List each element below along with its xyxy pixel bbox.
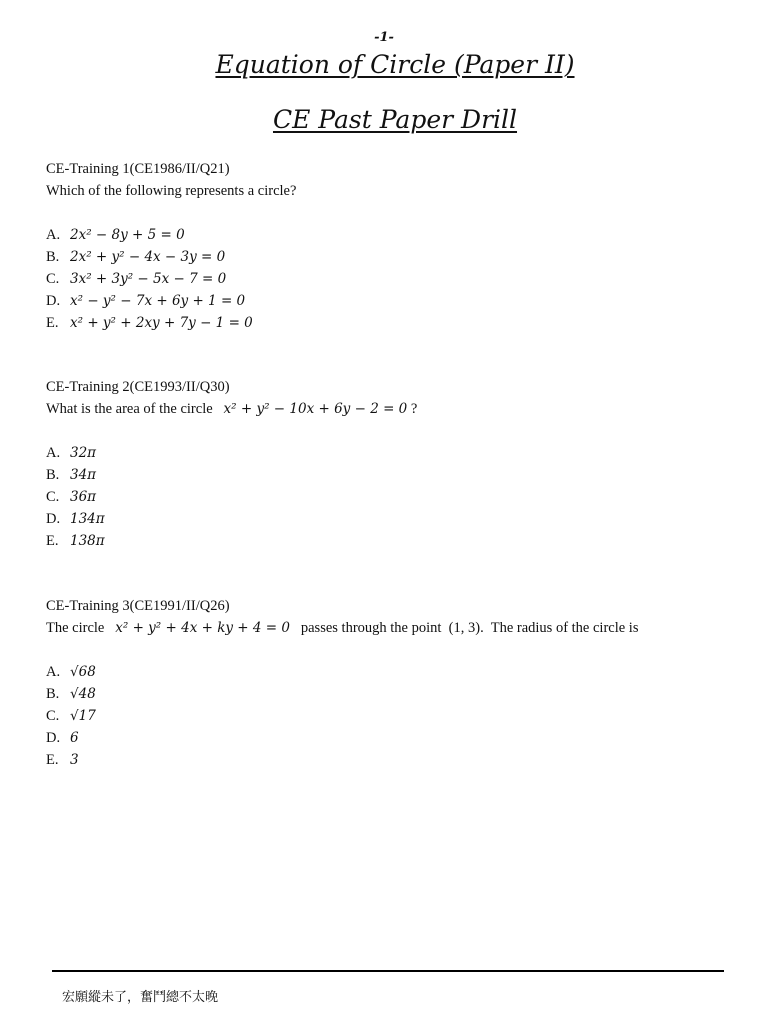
option bbox=[46, 442, 417, 464]
footer-motto: 宏願縱未了，奮鬥總不太晚 bbox=[62, 990, 219, 1005]
question-3-point: (1, 3). bbox=[448, 620, 484, 636]
option bbox=[46, 312, 296, 334]
question-1-options bbox=[46, 224, 296, 334]
option-letter: A. bbox=[46, 227, 61, 243]
question-2-prefix: What is the area of the circle bbox=[46, 401, 213, 417]
option-letter: A. bbox=[46, 664, 61, 680]
question-1-heading: CE-Training 1(CE1986/II/Q21) bbox=[46, 161, 230, 177]
option-letter: D. bbox=[46, 730, 61, 746]
option bbox=[46, 683, 638, 705]
question-2-suffix: ? bbox=[410, 401, 418, 417]
option bbox=[46, 705, 638, 727]
question-2-options bbox=[46, 442, 417, 552]
option bbox=[46, 749, 638, 771]
question-3-heading: CE-Training 3(CE1991/II/Q26) bbox=[46, 598, 230, 614]
option bbox=[46, 290, 296, 312]
option bbox=[46, 486, 417, 508]
question-3 bbox=[46, 595, 638, 771]
footer-divider bbox=[52, 970, 724, 972]
option-letter: E. bbox=[46, 752, 59, 768]
option-letter: B. bbox=[46, 686, 60, 702]
option bbox=[46, 224, 296, 246]
question-1 bbox=[46, 158, 296, 334]
option-letter: E. bbox=[46, 315, 59, 331]
option bbox=[46, 661, 638, 683]
option bbox=[46, 530, 417, 552]
option-text: 3x² + 3y² − 5x − 7 = 0 bbox=[70, 271, 227, 287]
page-number: -1- bbox=[374, 30, 394, 45]
option-text: 2x² + y² − 4x − 3y = 0 bbox=[70, 249, 226, 265]
option-text: 134π bbox=[70, 511, 105, 527]
question-3-equation: x² + y² + 4x + ky + 4 = 0 bbox=[115, 620, 290, 636]
option-letter: D. bbox=[46, 293, 61, 309]
question-2-text bbox=[46, 398, 417, 420]
option-text: 138π bbox=[70, 533, 105, 549]
page-title: Equation of Circle (Paper II) bbox=[215, 50, 575, 79]
option-letter: B. bbox=[46, 249, 60, 265]
question-2-heading: CE-Training 2(CE1993/II/Q30) bbox=[46, 379, 230, 395]
option bbox=[46, 508, 417, 530]
option bbox=[46, 464, 417, 486]
option bbox=[46, 246, 296, 268]
question-3-suffix: The radius of the circle is bbox=[490, 620, 639, 636]
question-3-prefix: The circle bbox=[46, 620, 105, 636]
question-3-options bbox=[46, 661, 638, 771]
option-letter: A. bbox=[46, 445, 61, 461]
option-letter: B. bbox=[46, 467, 60, 483]
option-text: 32π bbox=[70, 445, 97, 461]
question-1-text: Which of the following represents a circle? bbox=[46, 183, 297, 199]
option-text: 36π bbox=[70, 489, 97, 505]
option-text: x² + y² + 2xy + 7y − 1 = 0 bbox=[70, 315, 253, 331]
option-text: √48 bbox=[70, 686, 96, 702]
page-subtitle: CE Past Paper Drill bbox=[272, 105, 518, 134]
option-letter: C. bbox=[46, 708, 60, 724]
option-letter: E. bbox=[46, 533, 59, 549]
option-letter: C. bbox=[46, 489, 60, 505]
option-text: 34π bbox=[70, 467, 97, 483]
question-3-mid: passes through the point bbox=[300, 620, 442, 636]
option-text: 6 bbox=[70, 730, 79, 746]
option-text: √17 bbox=[70, 708, 96, 724]
option-text: √68 bbox=[70, 664, 96, 680]
option bbox=[46, 727, 638, 749]
question-2 bbox=[46, 376, 417, 552]
option-letter: C. bbox=[46, 271, 60, 287]
question-3-text bbox=[46, 617, 638, 639]
option-text: 3 bbox=[70, 752, 79, 768]
option-text: 2x² − 8y + 5 = 0 bbox=[70, 227, 185, 243]
option bbox=[46, 268, 296, 290]
question-2-equation: x² + y² − 10x + 6y − 2 = 0 bbox=[223, 401, 408, 417]
option-text: x² − y² − 7x + 6y + 1 = 0 bbox=[70, 293, 246, 309]
option-letter: D. bbox=[46, 511, 61, 527]
